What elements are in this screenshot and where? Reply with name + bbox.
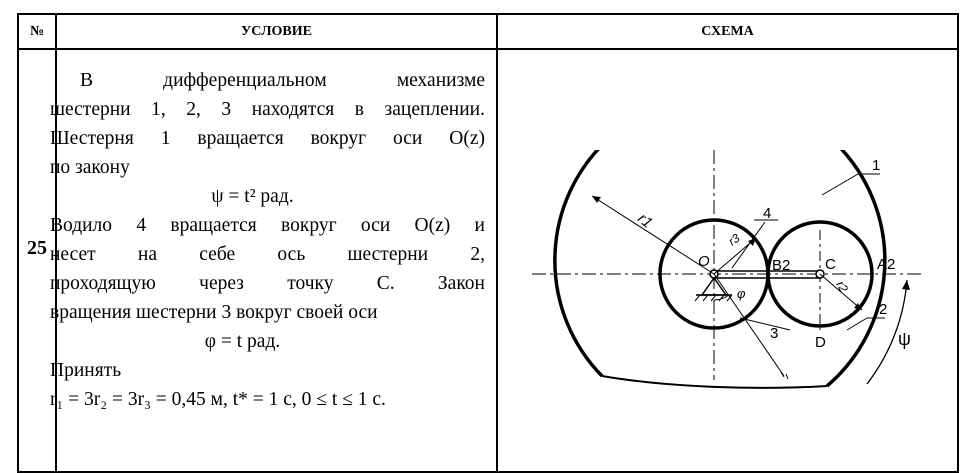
label-gear1: 1: [872, 157, 881, 174]
label-D: D: [815, 334, 826, 351]
condition-line: Шестерня 1 вращается вокруг оси O(z): [50, 128, 485, 149]
condition-line: Принять: [50, 360, 122, 381]
condition-line: Водило 4 вращается вокруг оси O(z) и: [50, 215, 485, 236]
header-condition: УСЛОВИЕ: [241, 23, 312, 39]
label-C: C: [825, 256, 836, 273]
header-divider: [19, 48, 957, 50]
condition-line: несет на себе ось шестерни 2,: [50, 244, 485, 265]
label-gear3: 3: [770, 325, 779, 342]
label-gear2: 2: [879, 301, 888, 318]
condition-line: r₁ = 3r₂ = 3r₃ = 0,45 м, t* = 1 с, 0 ≤ t ≤ 1 с.: [50, 389, 386, 410]
label-r2: r2: [833, 278, 851, 295]
label-r1: r1: [634, 210, 656, 232]
mechanism-scheme: [522, 150, 942, 395]
formula-psi: ψ = t² рад.: [211, 186, 294, 207]
condition-line: В дифференциальном механизме: [80, 70, 485, 91]
label-psi: ψ: [898, 329, 911, 349]
header-number: №: [29, 23, 45, 39]
condition-line: шестерни 1, 2, 3 находятся в зацеплении.: [50, 99, 485, 120]
label-phi: φ: [737, 286, 746, 301]
column-divider: [496, 15, 498, 471]
condition-line: по закону: [50, 157, 130, 178]
condition-line: проходящую через точку C. Закон: [50, 273, 485, 294]
formula-phi: φ = t рад.: [204, 331, 281, 352]
label-B2: B2: [772, 257, 791, 274]
label-carrier: 4: [763, 205, 772, 222]
label-r3: r3: [725, 230, 743, 249]
task-number: 25: [27, 237, 47, 259]
label-O: O: [698, 253, 710, 270]
condition-line: вращения шестерни 3 вокруг своей оси: [50, 302, 378, 323]
task-condition: [50, 66, 485, 414]
radius-r1: [592, 196, 714, 274]
header-scheme: СХЕМА: [701, 23, 754, 39]
label-A2: A2: [877, 256, 896, 273]
